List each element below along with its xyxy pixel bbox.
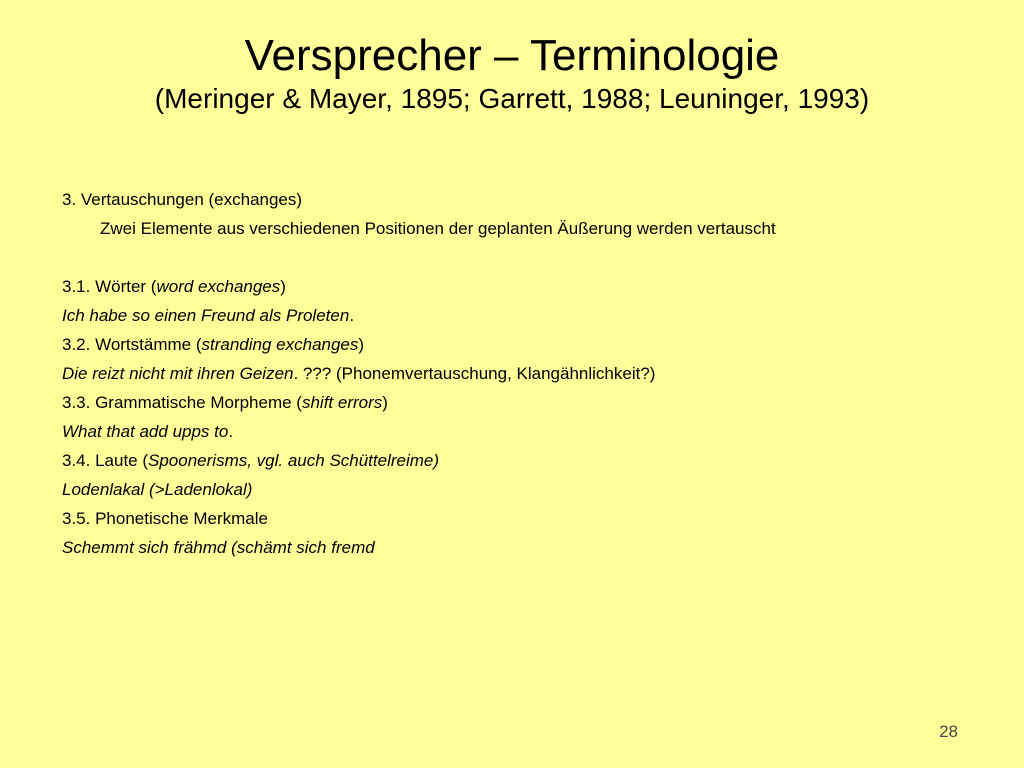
- title-block: [0, 30, 1024, 116]
- item-heading-suffix: ): [382, 393, 388, 412]
- item-heading: [62, 272, 962, 301]
- item-heading: [62, 330, 962, 359]
- item-example-text: Schemmt sich frähmd (schämt sich fremd: [62, 538, 375, 557]
- item-example-suffix: . ??? (Phonemvertauschung, Klangähnlichkeit?): [293, 364, 656, 383]
- item-heading-prefix: 3.4. Laute (: [62, 451, 149, 470]
- item-heading-term: stranding exchanges: [201, 335, 359, 354]
- item-heading-term: shift errors: [301, 393, 383, 412]
- item-heading-prefix: 3.3. Grammatische Morpheme (: [62, 393, 302, 412]
- item-example: [62, 533, 962, 562]
- page-number: 28: [939, 722, 958, 741]
- item-heading-term: word exchanges: [156, 277, 281, 296]
- section-definition: Zwei Elemente aus verschiedenen Positionen der geplanten Äußerung werden vertauscht: [100, 219, 776, 238]
- item-heading: [62, 446, 962, 475]
- item-heading-suffix: ): [358, 335, 365, 354]
- item-example-text: Lodenlakal (>Ladenlokal): [62, 480, 253, 499]
- slide-content: [62, 185, 962, 562]
- item-example: [62, 417, 962, 446]
- item-example-text: Ich habe so einen Freund als Proleten: [62, 306, 350, 325]
- item-example-text: What that add upps to: [62, 422, 229, 441]
- item-example-suffix: .: [349, 306, 355, 325]
- item-example-suffix: .: [228, 422, 234, 441]
- section-heading: 3. Vertauschungen (exchanges): [62, 190, 303, 209]
- item-example: [62, 475, 962, 504]
- item-heading: [62, 388, 962, 417]
- item-example: [62, 359, 962, 388]
- spacer: [62, 243, 962, 272]
- item-heading-prefix: 3.5. Phonetische Merkmale: [62, 509, 268, 528]
- slide-title: Versprecher – Terminologie: [244, 31, 780, 80]
- item-heading-prefix: 3.2. Wortstämme (: [62, 335, 202, 354]
- item-heading-suffix: ): [280, 277, 286, 296]
- item-heading-term: Spoonerisms, vgl. auch Schüttelreime): [148, 451, 440, 470]
- item-heading-prefix: 3.1. Wörter (: [62, 277, 157, 296]
- item-example-text: Die reizt nicht mit ihren Geizen: [62, 364, 294, 383]
- slide-subtitle: (Meringer & Mayer, 1895; Garrett, 1988; Leuninger, 1993): [154, 83, 870, 114]
- item-example: [62, 301, 962, 330]
- item-heading: [62, 504, 962, 533]
